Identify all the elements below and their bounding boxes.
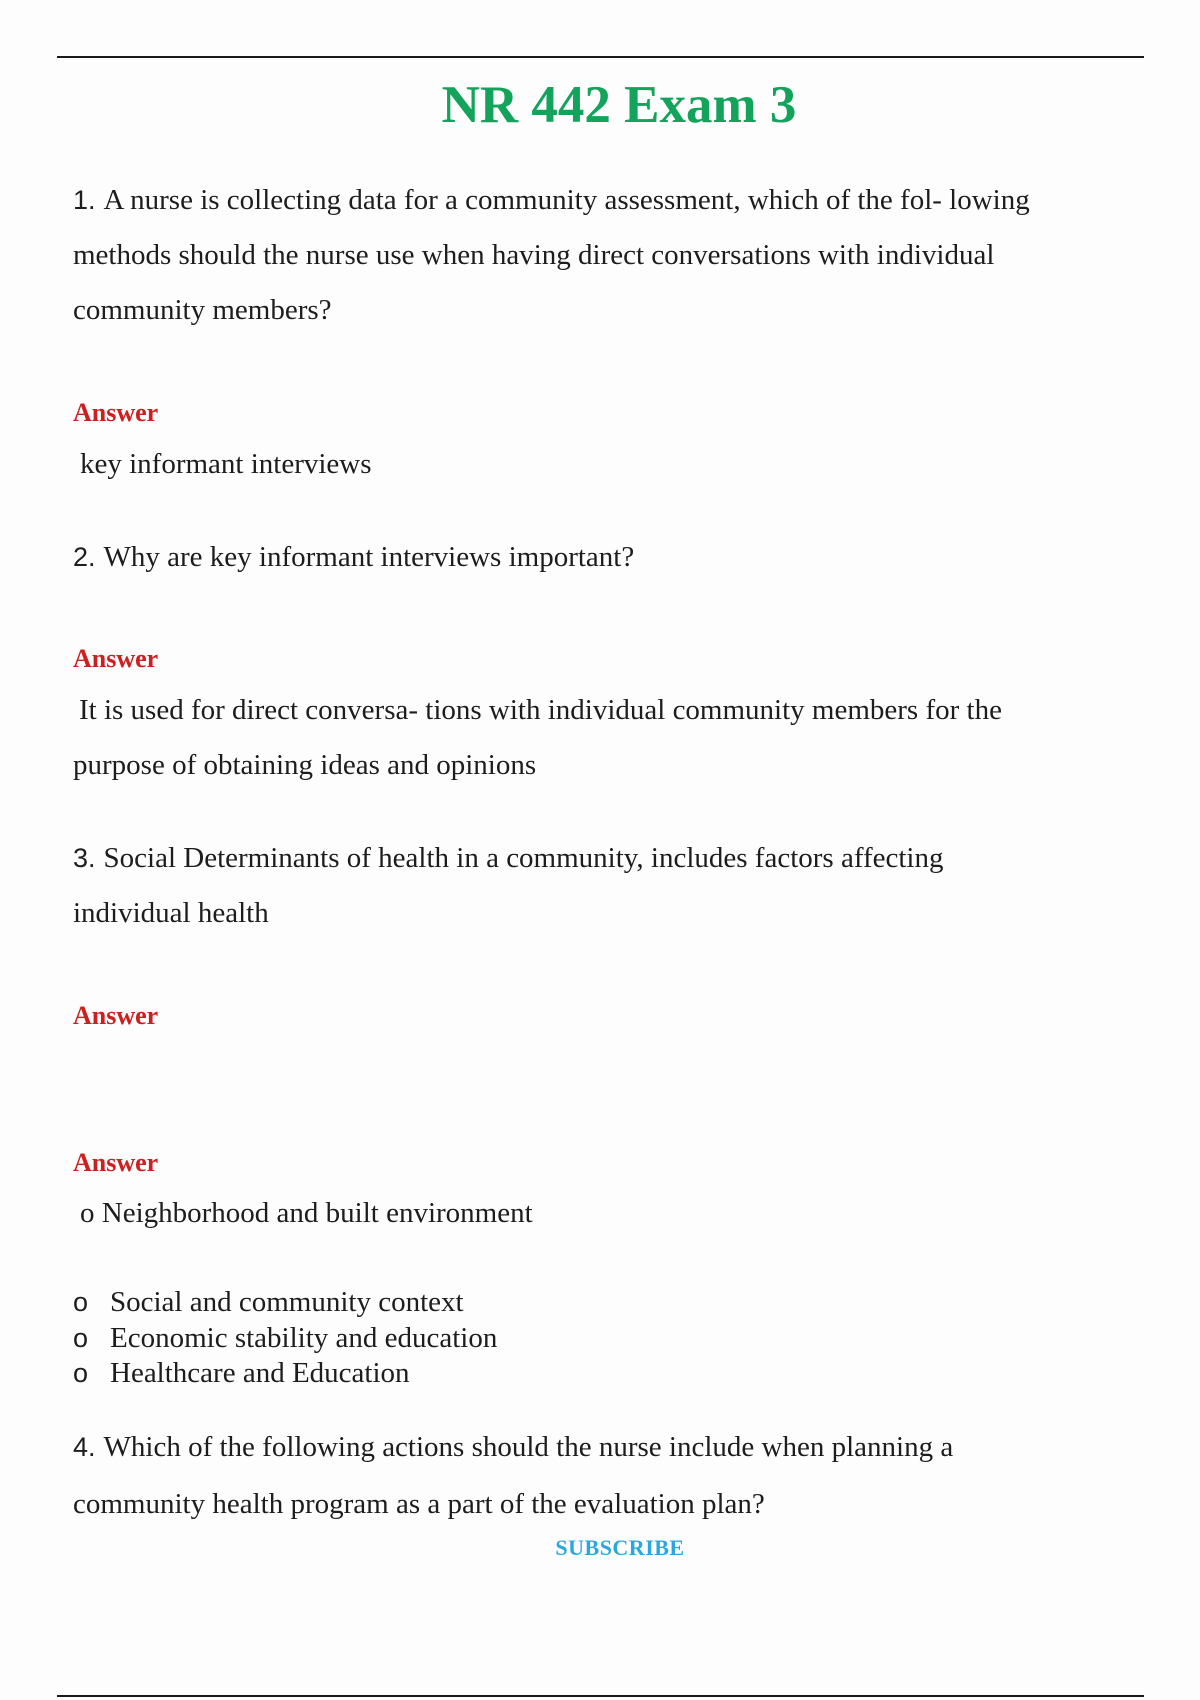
answer-3-option-1: o Social and community context bbox=[73, 1286, 464, 1318]
answer-label-2: Answer bbox=[73, 644, 159, 673]
question-3-line-1: 3. Social Determinants of health in a community, includes factors affecting bbox=[73, 842, 944, 874]
question-2-number: 2. bbox=[73, 542, 96, 572]
subscribe-link[interactable]: SUBSCRIBE bbox=[555, 1535, 685, 1560]
question-4-line-1: 4. Which of the following actions should the nurse include when planning a bbox=[73, 1431, 954, 1463]
question-1-line-2: methods should the nurse use when having direct conversations with individual bbox=[73, 239, 995, 271]
answer-label-3b: Answer bbox=[73, 1148, 159, 1177]
question-4-number: 4. bbox=[73, 1432, 96, 1462]
bottom-rule bbox=[57, 1695, 1144, 1697]
question-1-number: 1. bbox=[73, 185, 96, 215]
bullet-o-icon: o bbox=[73, 1323, 89, 1353]
answer-2-line-1: It is used for direct conversa- tions with individual community members for the bbox=[79, 694, 1002, 726]
answer-label-3a: Answer bbox=[73, 1001, 159, 1030]
answer-label-1: Answer bbox=[73, 398, 159, 427]
answer-3-option-2: o Economic stability and education bbox=[73, 1322, 498, 1354]
answer-1-line-1: key informant interviews bbox=[80, 448, 372, 480]
question-3-line-2: individual health bbox=[73, 897, 269, 929]
answer-3-option-3: o Healthcare and Education bbox=[73, 1357, 410, 1389]
top-rule bbox=[57, 56, 1144, 58]
question-1-line-1: 1. A nurse is collecting data for a community assessment, which of the fol- lowing bbox=[73, 184, 1030, 216]
document-title: NR 442 Exam 3 bbox=[441, 76, 797, 134]
answer-3-first-item: o Neighborhood and built environment bbox=[80, 1197, 533, 1229]
bullet-o-icon: o bbox=[73, 1287, 89, 1317]
question-3-number: 3. bbox=[73, 843, 96, 873]
question-4-line-2: community health program as a part of the evaluation plan? bbox=[73, 1488, 765, 1520]
bullet-o-icon: o bbox=[73, 1358, 89, 1388]
answer-2-line-2: purpose of obtaining ideas and opinions bbox=[73, 749, 537, 781]
question-2-line-1: 2. Why are key informant interviews important? bbox=[73, 541, 635, 573]
question-1-line-3: community members? bbox=[73, 294, 332, 326]
